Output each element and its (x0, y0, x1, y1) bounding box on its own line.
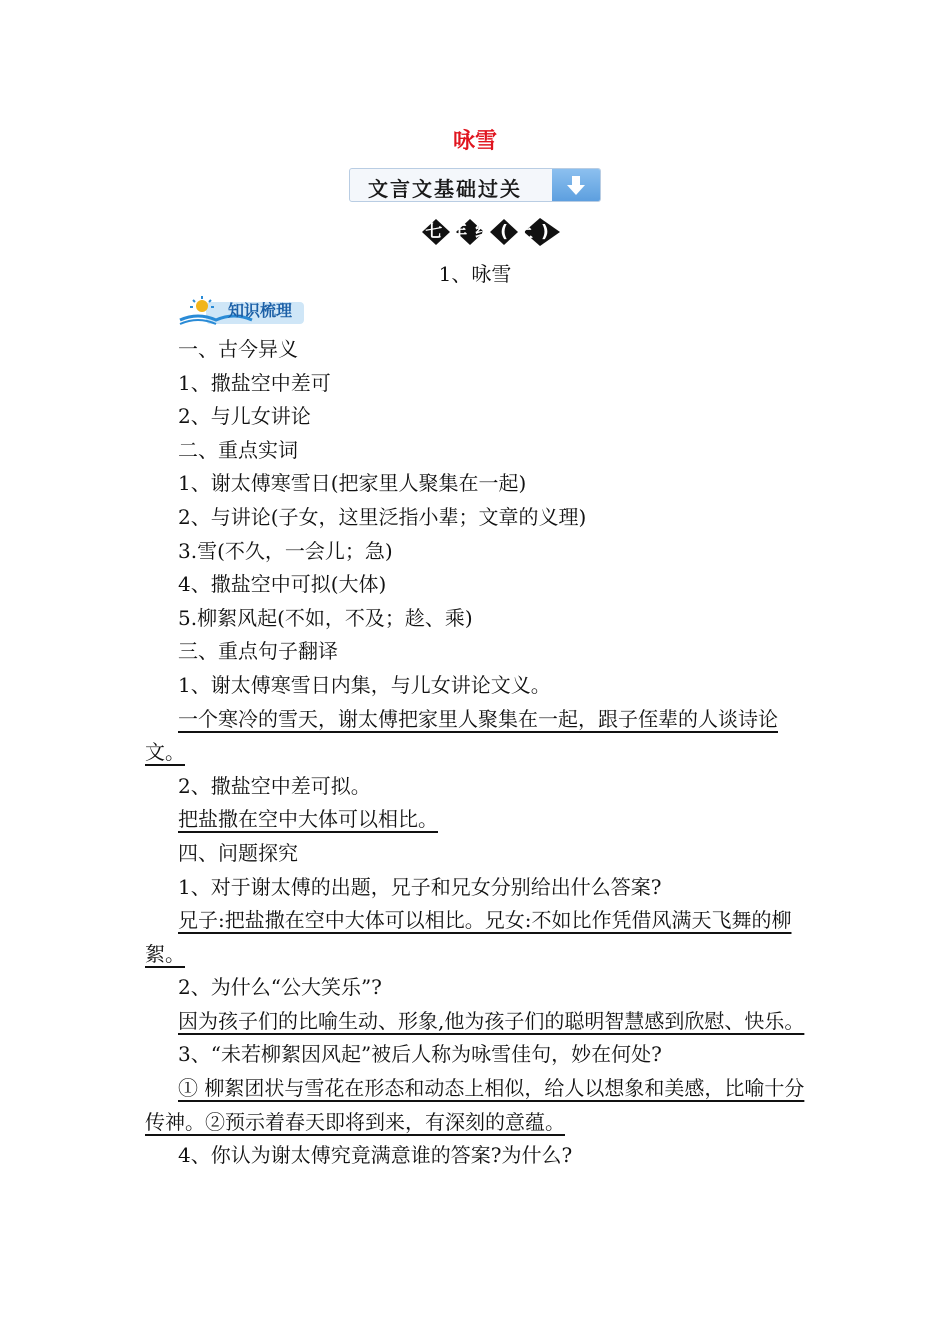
lesson-title: 1、咏雪 (438, 262, 512, 286)
answer: 因为孩子们的比喻生动、形象,他为孩子们的聪明智慧感到欣慰、快乐。 (178, 1008, 805, 1033)
question: 1、对于谢太傅的出题，兄子和兄女分别给出什么答案? (178, 874, 662, 899)
section-heading: 一、古今异义 (178, 337, 298, 361)
section-heading: 二、重点实词 (178, 437, 298, 462)
list-item: 5.柳絮风起(不如，不及；趁、乘) (178, 605, 473, 630)
down-arrow-icon (552, 169, 600, 201)
knowledge-label: 知识梳理 (228, 301, 293, 320)
page-title: 咏雪 (452, 129, 497, 154)
answer: 兄子:把盐撒在空中大体可以相比。兄女:不如比作凭借风满天飞舞的柳絮。 (145, 908, 792, 966)
list-item: 3.雪(不久，一会儿；急) (178, 538, 393, 563)
list-item: 1、撒盐空中差可 (178, 370, 331, 395)
knowledge-badge (176, 294, 306, 326)
question: 2、为什么“公大笑乐”? (178, 975, 382, 1000)
banner-label: 文言文基础过关 (368, 177, 522, 201)
question: 3、“未若柳絮因风起”被后人称为咏雪佳句，妙在何处? (178, 1042, 662, 1067)
question: 1、谢太傅寒雪日内集，与儿女讲论文义。 (178, 672, 551, 697)
question: 4、你认为谢太傅究竟满意谁的答案?为什么? (178, 1143, 573, 1168)
section-banner (349, 168, 601, 202)
answer: ① 柳絮团状与雪花在形态和动态上相似，给人以想象和美感，比喻十分传神。②预示着春天即将到来，有深刻的意蕴。 (145, 1076, 805, 1134)
list-item: 2、与讲论(子女，这里泛指小辈；文章的义理) (178, 504, 587, 529)
list-item: 1、谢太傅寒雪日(把家里人聚集在一起) (178, 471, 527, 496)
grade-badge (420, 217, 562, 247)
answer: 把盐撒在空中大体可以相比。 (178, 807, 438, 832)
grade-label: 七年级(上) (425, 222, 557, 242)
section-heading: 四、问题探究 (178, 840, 298, 865)
question: 2、撒盐空中差可拟。 (178, 773, 371, 798)
section-heading: 三、重点句子翻译 (178, 639, 338, 664)
list-item: 4、撒盐空中可拟(大体) (178, 572, 387, 597)
answer: 一个寒冷的雪天，谢太傅把家里人聚集在一起，跟子侄辈的人谈诗论文。 (145, 706, 778, 765)
content-body (145, 333, 810, 1173)
list-item: 2、与儿女讲论 (178, 404, 311, 429)
